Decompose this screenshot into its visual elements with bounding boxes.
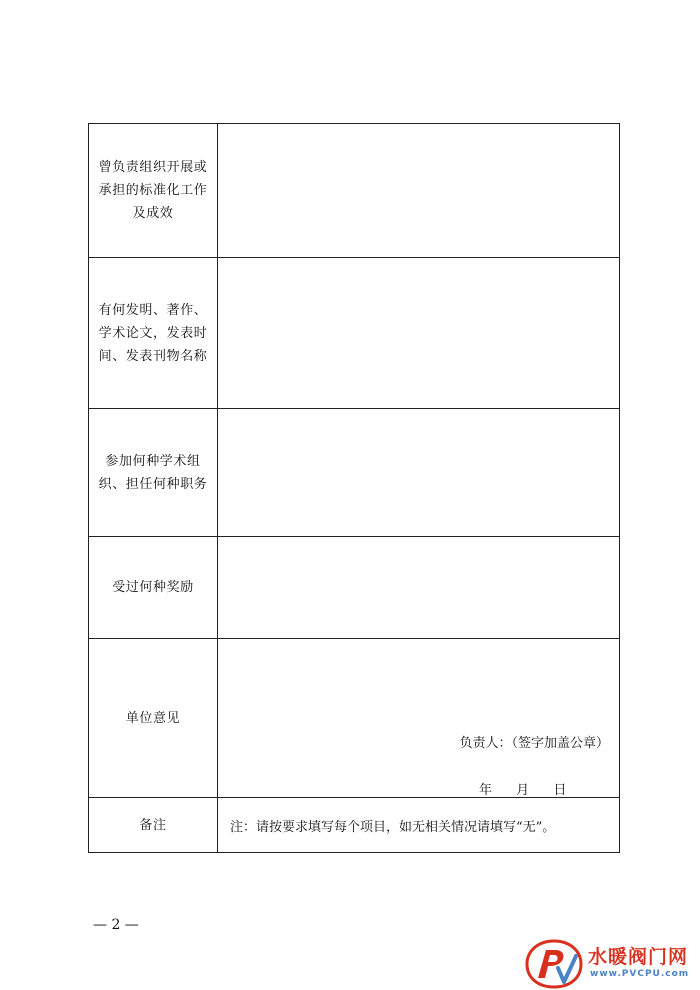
pv-logo-icon xyxy=(524,938,584,990)
date-day: 日 xyxy=(553,783,567,798)
row-label xyxy=(89,639,218,798)
label-line: 单位意见 xyxy=(125,710,181,726)
label-line: 承担的标准化工作 xyxy=(98,183,208,198)
form-row-remarks xyxy=(89,798,620,853)
label-line: 受过何种奖励 xyxy=(112,580,194,595)
standardization-work-field[interactable] xyxy=(218,124,620,258)
remarks-note: 注：请按要求填写每个项目，如无相关情况请填写“无”。 xyxy=(218,798,620,853)
form-row-academic-organizations xyxy=(89,409,620,537)
row-label xyxy=(89,409,218,537)
label-line: 参加何种学术组 xyxy=(105,453,201,469)
date-month: 月 xyxy=(516,783,530,798)
label-line: 间、发表刊物名称 xyxy=(98,348,208,364)
row-label xyxy=(89,798,218,853)
row-label xyxy=(89,124,218,258)
form-row-unit-opinion xyxy=(89,639,620,798)
label-line: 备注 xyxy=(139,817,167,833)
label-line: 学术论文，发表时 xyxy=(98,325,208,341)
unit-opinion-field[interactable] xyxy=(218,639,620,798)
inventions-publications-field[interactable] xyxy=(218,258,620,409)
signature-line: 负责人：（签字加盖公章） xyxy=(459,736,609,751)
watermark xyxy=(524,938,700,990)
row-label xyxy=(89,258,218,409)
form-row-standardization-work xyxy=(89,124,620,258)
label-line: 织、担任何种职务 xyxy=(98,476,208,492)
form-row-awards xyxy=(89,537,620,639)
academic-organizations-field[interactable] xyxy=(218,409,620,537)
application-form-table xyxy=(88,123,620,853)
date-line xyxy=(479,779,586,798)
row-label xyxy=(89,537,218,639)
label-line: 有何发明、著作、 xyxy=(98,302,208,318)
label-line: 曾负责组织开展或 xyxy=(98,160,208,175)
label-line: 及成效 xyxy=(132,206,174,221)
form-row-inventions-publications xyxy=(89,258,620,409)
page-number: — 2 — xyxy=(93,917,139,933)
awards-field[interactable] xyxy=(218,537,620,639)
watermark-url: www.PVCPU.com xyxy=(590,969,690,979)
watermark-title: 水暖阀门网 xyxy=(588,946,689,968)
date-year: 年 xyxy=(479,783,493,798)
